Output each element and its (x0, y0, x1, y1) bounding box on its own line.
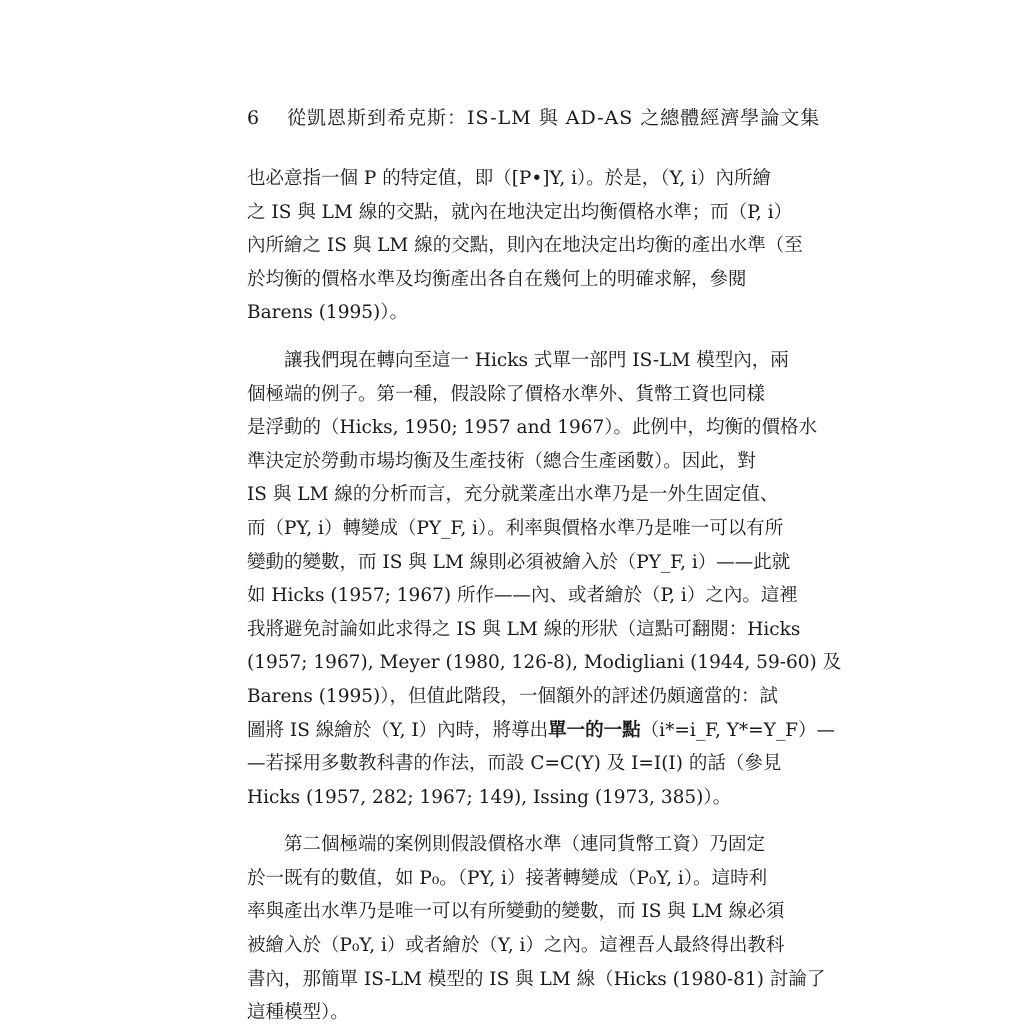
text-line: 被繪入於（P₀Y, i）或者繪於（Y, i）之內。這裡吾人最終得出教科 (247, 935, 785, 957)
text-line: 內所繪之 IS 與 LM 線的交點，則內在地決定出均衡的產出水準（至 (247, 235, 803, 257)
text-line: 書內，那簡單 IS-LM 模型的 IS 與 LM 線（Hicks (1980-81) 討論了 (247, 968, 826, 990)
text-line: 讓我們現在轉向至這一 Hicks 式單一部門 IS-LM 模型內，兩 (284, 349, 789, 371)
text-line-with-emphasis (247, 714, 835, 748)
page-number: 6 (247, 107, 260, 129)
text-line: 這種模型）。 (247, 1002, 349, 1024)
text-line: 個極端的例子。第一種，假設除了價格水準外、貨幣工資也同樣 (247, 383, 766, 405)
text-line: IS 與 LM 線的分析而言，充分就業產出水準乃是一外生固定值、 (247, 484, 779, 506)
text-line: Barens (1995)），但值此階段，一個額外的評述仍頗適當的：試 (247, 685, 778, 707)
text-line: 我將避免討論如此求得之 IS 與 LM 線的形狀（這點可翻閱：Hicks (247, 618, 801, 640)
body-text (247, 162, 842, 1030)
running-title: 從凱恩斯到希克斯：IS-LM 與 AD-AS 之總體經濟學論文集 (287, 107, 821, 129)
paragraph-1 (247, 162, 803, 330)
text-line: 於一既有的數值，如 P₀。（PY, i）接著轉變成（P₀Y, i）。這時利 (247, 867, 768, 889)
text-line: 第二個極端的案例則假設價格水準（連同貨幣工資）乃固定 (284, 834, 766, 856)
text-line: 如 Hicks (1957; 1967) 所作——內、或者繪於（P, i）之內。這裡 (247, 585, 798, 607)
paragraph-3 (247, 828, 826, 1030)
page-header (247, 104, 821, 132)
text-line: 之 IS 與 LM 線的交點，就內在地決定出均衡價格水準；而（P, i） (247, 201, 793, 223)
text-line: Hicks (1957, 282; 1967; 149), Issing (1973, 385)）。 (247, 786, 732, 808)
paragraph-2 (247, 344, 842, 814)
text-line: Barens (1995)）。 (247, 302, 408, 324)
text-line: 也必意指一個 P 的特定值，即（[P•]Y, i）。於是，（Y, i）內所繪 (247, 168, 772, 189)
text-line: 而（PY, i）轉變成（PY_F, i）。利率與價格水準乃是唯一可以有所 (247, 517, 784, 539)
text-line: 是浮動的（Hicks, 1950; 1957 and 1967）。此例中，均衡的價格水 (247, 417, 818, 439)
text-line: 變動的變數，而 IS 與 LM 線則必須被繪入於（PY_F, i）——此就 (247, 551, 791, 573)
text-line: 準決定於勞動市場均衡及生產技術（總合生產函數）。因此，對 (247, 450, 756, 472)
text-segment: （i*=i_F, Y*=Y_F）— (640, 719, 835, 741)
text-line: 率與產出水準乃是唯一可以有所變動的變數，而 IS 與 LM 線必須 (247, 901, 785, 923)
text-line: (1957; 1967), Meyer (1980, 126-8), Modigliani (1944, 59-60) 及 (247, 652, 842, 674)
emphasis-text: 單一的一點 (548, 719, 641, 741)
text-line: 於均衡的價格水準及均衡產出各自在幾何上的明確求解，參閱 (247, 268, 747, 290)
text-segment: 圖將 IS 線繪於（Y, I）內時，將導出 (247, 719, 549, 741)
text-line: —若採用多數教科書的作法，而設 C=C(Y) 及 I=I(I) 的話（參見 (247, 753, 782, 775)
